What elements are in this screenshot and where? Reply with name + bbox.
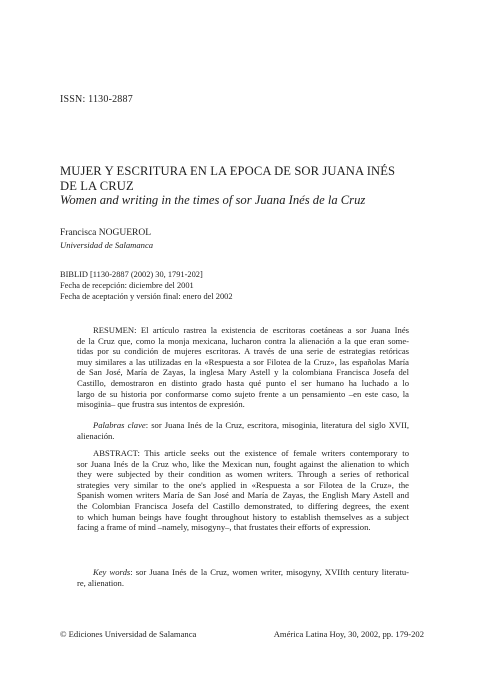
text-line: alienación. <box>77 430 115 441</box>
text-line: Castillo, demostraron en distinto grado hasta qué punto el ser humano ha luchado a lo <box>77 377 409 388</box>
accepted-date: Fecha de aceptación y versión final: enero del 2002 <box>60 291 233 301</box>
author-name: Francisca NOGUEROL <box>60 228 152 238</box>
text-line: to which human beings have fought throughout history to establish themselves as a subject <box>77 511 409 522</box>
text-line: tidas por su condición de mujeres escritoras. A través de una serie de estrategias retóricas <box>77 346 409 357</box>
text-line <box>77 567 409 578</box>
author-affiliation: Universidad de Salamanca <box>60 240 154 250</box>
text-line: the Colombian Francisca Josefa del Castillo demonstrated, to differing degrees, the exent <box>77 500 409 511</box>
key-words-paragraph <box>77 567 409 588</box>
biblid-line: BIBLID [1130-2887 (2002) 30, 1791-202] <box>60 270 203 279</box>
text-line <box>77 420 409 431</box>
text-line: ABSTRACT: This article seeks out the existence of female writers contemporary to <box>93 448 409 458</box>
text-line: misoginia– que frustra sus intentos de expresión. <box>77 399 245 410</box>
text-line: sor Juana Inés de la Cruz who, like the Mexican nun, fought against the alienation to which <box>77 458 409 469</box>
text-line: re, alienation. <box>77 577 125 588</box>
text-line: Spanish women writers María de San José and María de Zayas, the English Mary Astell and <box>77 490 409 501</box>
resumen-paragraph <box>77 325 409 410</box>
text-line: they were subjected by their condition as women writers. Through a series of rethorical <box>77 469 409 480</box>
received-date: Fecha de recepción: diciembre del 2001 <box>60 280 194 290</box>
abstract-paragraph <box>77 448 409 533</box>
palabras-clave-text: : sor Juana Inés de la Cruz, escritora, misoginia, literatura del siglo XVII, <box>145 420 409 430</box>
text-line: facing a frame of mind –namely, misogyny–, that frustates their efforts of expression. <box>77 522 371 533</box>
issn: ISSN: 1130-2887 <box>60 94 133 105</box>
key-words-label: Key words <box>93 567 131 577</box>
article-title-spanish <box>60 164 440 193</box>
text-line: muy similares a las utilizadas en la «Respuesta a sor Filotea de la Cruz», las españolas María <box>77 356 409 367</box>
title-line: DE LA CRUZ <box>60 178 134 193</box>
palabras-clave-paragraph <box>77 420 409 441</box>
title-line: MUJER Y ESCRITURA EN LA EPOCA DE SOR JUANA INÉS <box>60 164 396 178</box>
footer-journal-citation: América Latina Hoy, 30, 2002, pp. 179-202 <box>273 629 424 639</box>
text-line: de San José, María de Zayas, la inglesa Mary Astell y la colombiana Francisca Josefa del <box>77 367 409 378</box>
text-line: de la Cruz que, como la monja mexicana, lucharon contra la alienación a la que eran some- <box>77 335 409 346</box>
palabras-clave-label: Palabras clave <box>93 420 146 430</box>
text-line: strategies very similar to the one's applied in «Respuesta a sor Filotea de la Cruz», the <box>77 479 409 490</box>
footer-copyright: © Ediciones Universidad de Salamanca <box>60 629 197 639</box>
article-title-english: Women and writing in the times of sor Juana Inés de la Cruz <box>60 193 366 207</box>
text-line: RESUMEN: El artículo rastrea la existencia de escritoras coetáneas a sor Juana Inés <box>93 325 409 335</box>
text-line: largo de su historia por conformarse como sujeto frente a un pensamiento –en este caso, la <box>77 388 409 399</box>
key-words-text: : sor Juana Inés de la Cruz, women writer, misogyny, XVIIth century literatu- <box>130 567 409 577</box>
biblid-block <box>60 270 233 302</box>
